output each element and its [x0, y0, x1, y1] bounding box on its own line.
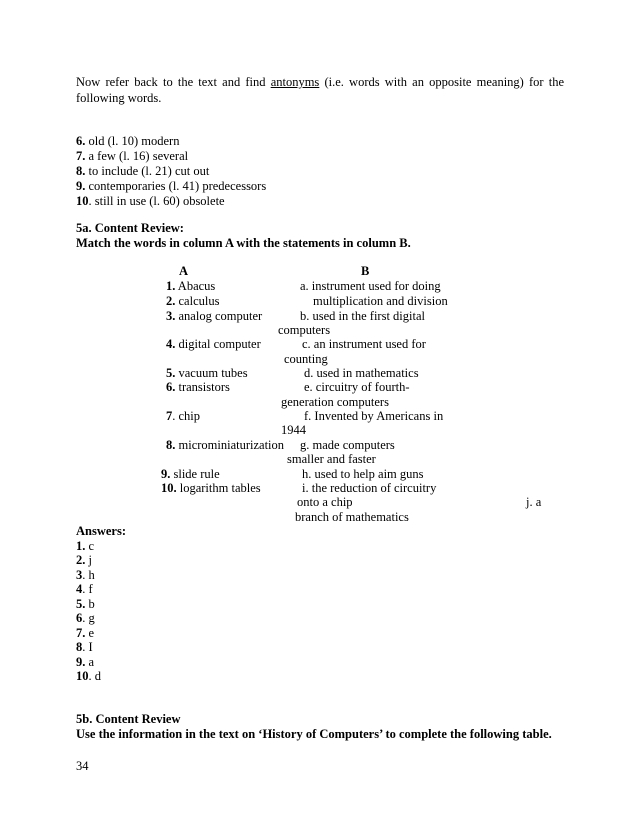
item-text: digital computer [175, 337, 261, 351]
answers-title: Answers: [76, 524, 126, 538]
column-b-line: d. used in mathematics [304, 366, 419, 380]
column-b-line: h. used to help aim guns [302, 467, 424, 481]
item-number: 9. [161, 467, 171, 481]
column-a-item [166, 337, 261, 352]
answer-item [76, 655, 94, 670]
item-text: . f [82, 582, 93, 596]
list-item [76, 149, 188, 164]
item-number: 5. [166, 366, 176, 380]
intro-text-after: (i.e. words with an opposite meaning) for the following words. [76, 75, 564, 105]
column-b-line: 1944 [281, 423, 306, 437]
column-a-item [166, 309, 262, 324]
answer-item [76, 669, 101, 684]
item-number: 2. [76, 553, 86, 567]
item-number: 4. [166, 337, 176, 351]
answer-item [76, 568, 95, 583]
item-number: 6. [76, 134, 86, 148]
item-text: . g [82, 611, 95, 625]
item-text: j [85, 553, 92, 567]
item-number: 7. [76, 626, 86, 640]
column-b-line: multiplication and division [313, 294, 448, 308]
section-5a-instruction: Match the words in column A with the statements in column B. [76, 236, 411, 250]
item-text: vacuum tubes [175, 366, 248, 380]
item-number: 7 [166, 409, 173, 423]
item-number: 6 [76, 611, 83, 625]
item-number: 2. [166, 294, 176, 308]
column-b-line: b. used in the first digital [300, 309, 425, 323]
page-number: 34 [76, 759, 89, 773]
item-number: 10 [76, 669, 89, 683]
item-text: calculus [175, 294, 220, 308]
item-text: a few (l. 16) several [85, 149, 189, 163]
column-a-item [166, 409, 200, 424]
item-number: 10 [76, 194, 89, 208]
item-text: Abacus [175, 279, 216, 293]
column-b-line: branch of mathematics [295, 510, 409, 524]
column-b-line: smaller and faster [287, 452, 376, 466]
item-number: 7. [76, 149, 86, 163]
item-number: 9. [76, 655, 86, 669]
item-text: . I [82, 640, 93, 654]
column-b-line: f. Invented by Americans in [304, 409, 444, 423]
column-a-item [166, 294, 219, 309]
item-number: 10. [161, 481, 177, 495]
item-number: 3 [76, 568, 83, 582]
column-a-item [161, 467, 220, 482]
item-text: contemporaries (l. 41) predecessors [85, 179, 267, 193]
item-text: a [85, 655, 95, 669]
list-item [76, 194, 225, 209]
item-text: old (l. 10) modern [85, 134, 180, 148]
intro-paragraph [76, 74, 564, 106]
column-b-line: onto a chip [297, 495, 353, 509]
list-item [76, 179, 266, 194]
section-5a-title: 5a. Content Review: [76, 221, 184, 235]
column-b-line: computers [278, 323, 331, 337]
item-text: e [85, 626, 95, 640]
answer-item [76, 626, 94, 641]
column-a-header: A [179, 264, 189, 278]
item-text: . d [88, 669, 101, 683]
answer-item [76, 640, 93, 655]
item-number: 3. [166, 309, 176, 323]
column-a-item [166, 438, 284, 453]
item-text: transistors [175, 380, 230, 394]
column-b-line: a. instrument used for doing [300, 279, 441, 293]
item-number: 8 [76, 640, 83, 654]
item-text: c [85, 539, 95, 553]
item-number: 1. [166, 279, 176, 293]
item-number: 6. [166, 380, 176, 394]
list-item [76, 164, 209, 179]
column-b-line: j. a [526, 495, 542, 509]
item-text: . chip [172, 409, 201, 423]
column-a-item [166, 279, 215, 294]
item-number: 9. [76, 179, 86, 193]
item-number: 5. [76, 597, 86, 611]
column-b-line: counting [284, 352, 328, 366]
section-5b-instruction: Use the information in the text on ‘History of Computers’ to complete the following table. [76, 727, 552, 741]
answer-item [76, 553, 92, 568]
column-b-line: e. circuitry of fourth- [304, 380, 410, 394]
answer-item [76, 597, 95, 612]
item-text: logarithm tables [176, 481, 261, 495]
item-text: slide rule [170, 467, 220, 481]
column-b-header: B [361, 264, 370, 278]
column-b-line: generation computers [281, 395, 389, 409]
answer-item [76, 539, 94, 554]
intro-underlined-word: antonyms [270, 75, 320, 89]
item-number: 4 [76, 582, 83, 596]
item-text: b [85, 597, 95, 611]
item-number: 8. [76, 164, 86, 178]
column-b-line: c. an instrument used for [302, 337, 426, 351]
column-b-line: i. the reduction of circuitry [302, 481, 437, 495]
item-text: analog computer [175, 309, 263, 323]
item-text: . still in use (l. 60) obsolete [88, 194, 225, 208]
answer-item [76, 582, 93, 597]
section-5b-title: 5b. Content Review [76, 712, 181, 726]
item-number: 8. [166, 438, 176, 452]
item-text: to include (l. 21) cut out [85, 164, 210, 178]
column-a-item [166, 380, 230, 395]
column-b-line: g. made computers [300, 438, 395, 452]
list-item [76, 134, 179, 149]
item-text: . h [82, 568, 95, 582]
item-number: 1. [76, 539, 86, 553]
answer-item [76, 611, 95, 626]
item-text: microminiaturization [175, 438, 285, 452]
intro-text-before: Now refer back to the text and find [76, 75, 271, 89]
column-a-item [161, 481, 261, 496]
column-a-item [166, 366, 248, 381]
